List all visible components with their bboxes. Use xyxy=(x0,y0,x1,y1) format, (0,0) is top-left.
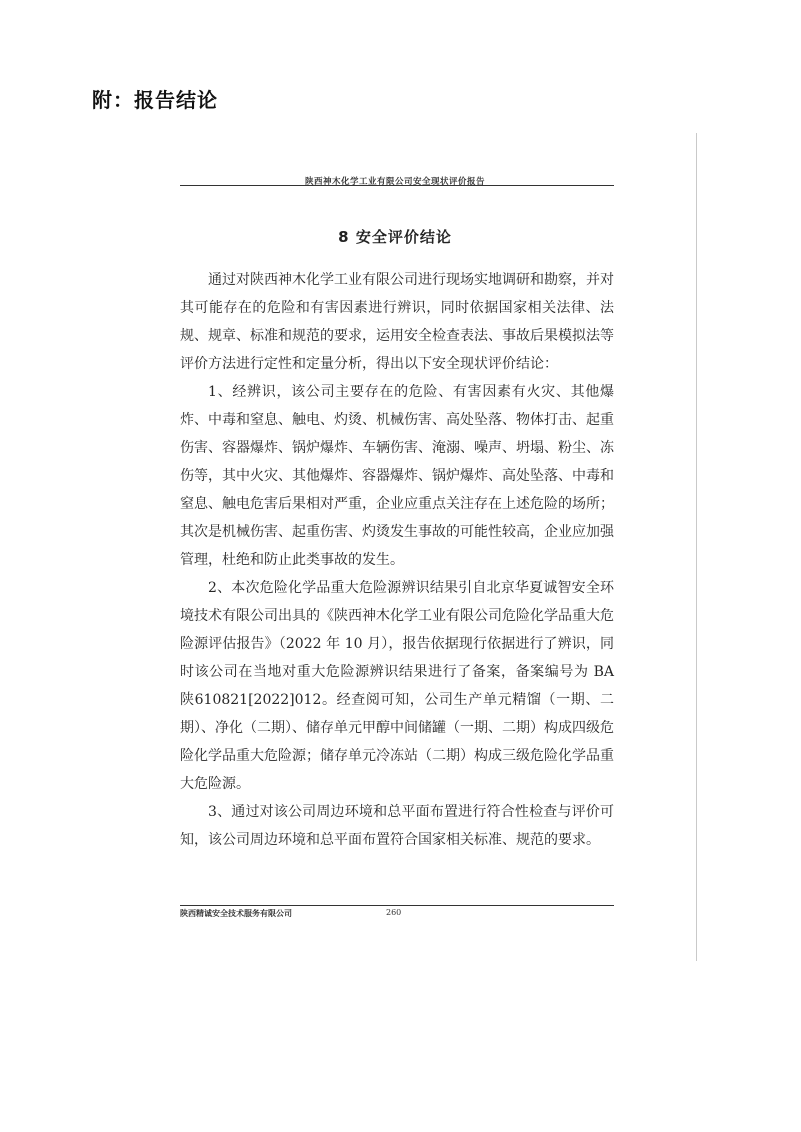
footer-page-number: 260 xyxy=(386,908,402,917)
header-rule xyxy=(180,185,614,186)
right-border-line xyxy=(696,133,697,961)
conclusion-paragraph-3: 3、通过对该公司周边环境和总平面布置进行符合性检查与评价可知，该公司周边环境和总平面布置符合国家相关标准、规范的要求。 xyxy=(180,804,614,848)
appendix-title: 附：报告结论 xyxy=(92,88,218,112)
conclusion-paragraph-1: 1、经辨识，该公司主要存在的危险、有害因素有火灾、其他爆炸、中毒和窒息、触电、灼烫、机械伤害、高处坠落、物体打击、起重伤害、容器爆炸、锅炉爆炸、车辆伤害、淹溺、噪声、坍塌、粉尘、冻伤等，其中火灾、其他爆炸、容器爆炸、锅炉爆炸、高处坠落、中毒和窒息、触电危害后果相对严重，企业应重点关注存在上述危险的场所；其次是机械伤害、起重伤害、灼烫发生事故的可能性较高，企业应加强管理，杜绝和防止此类事故的发生。 xyxy=(180,384,614,568)
conclusion-paragraph-2: 2、本次危险化学品重大危险源辨识结果引自北京华夏诚智安全环境技术有限公司出具的《陕西神木化学工业有限公司危险化学品重大危险源评估报告》（2022 年 10 月），报告依据现行依据进行了辨识，同时该公司在当地对重大危险源辨识结果进行了备案，备案编号为 BA 陕610821[2022]012。经查阅可知，公司生产单元精馏（一期、二期）、净化（二期）、储存单元甲醇中间储罐（一期、二期）构成四级危险化学品重大危险源；储存单元冷冻站（二期）构成三级危险化学品重大危险源。 xyxy=(180,580,614,792)
report-body xyxy=(180,266,614,854)
intro-paragraph: 通过对陕西神木化学工业有限公司进行现场实地调研和勘察，并对其可能存在的危险和有害因素进行辨识，同时依据国家相关法律、法规、规章、标准和规范的要求，运用安全检查表法、事故后果模拟法等评价方法进行定性和定量分析，得出以下安全现状评价结论： xyxy=(180,272,614,372)
running-header: 陕西神木化学工业有限公司安全现状评价报告 xyxy=(304,177,485,187)
footer-rule xyxy=(180,905,614,906)
scanned-report-page xyxy=(160,160,630,930)
footer-company: 陕西精诚安全技术服务有限公司 xyxy=(180,908,292,918)
section-title: 8 安全评价结论 xyxy=(338,228,452,246)
